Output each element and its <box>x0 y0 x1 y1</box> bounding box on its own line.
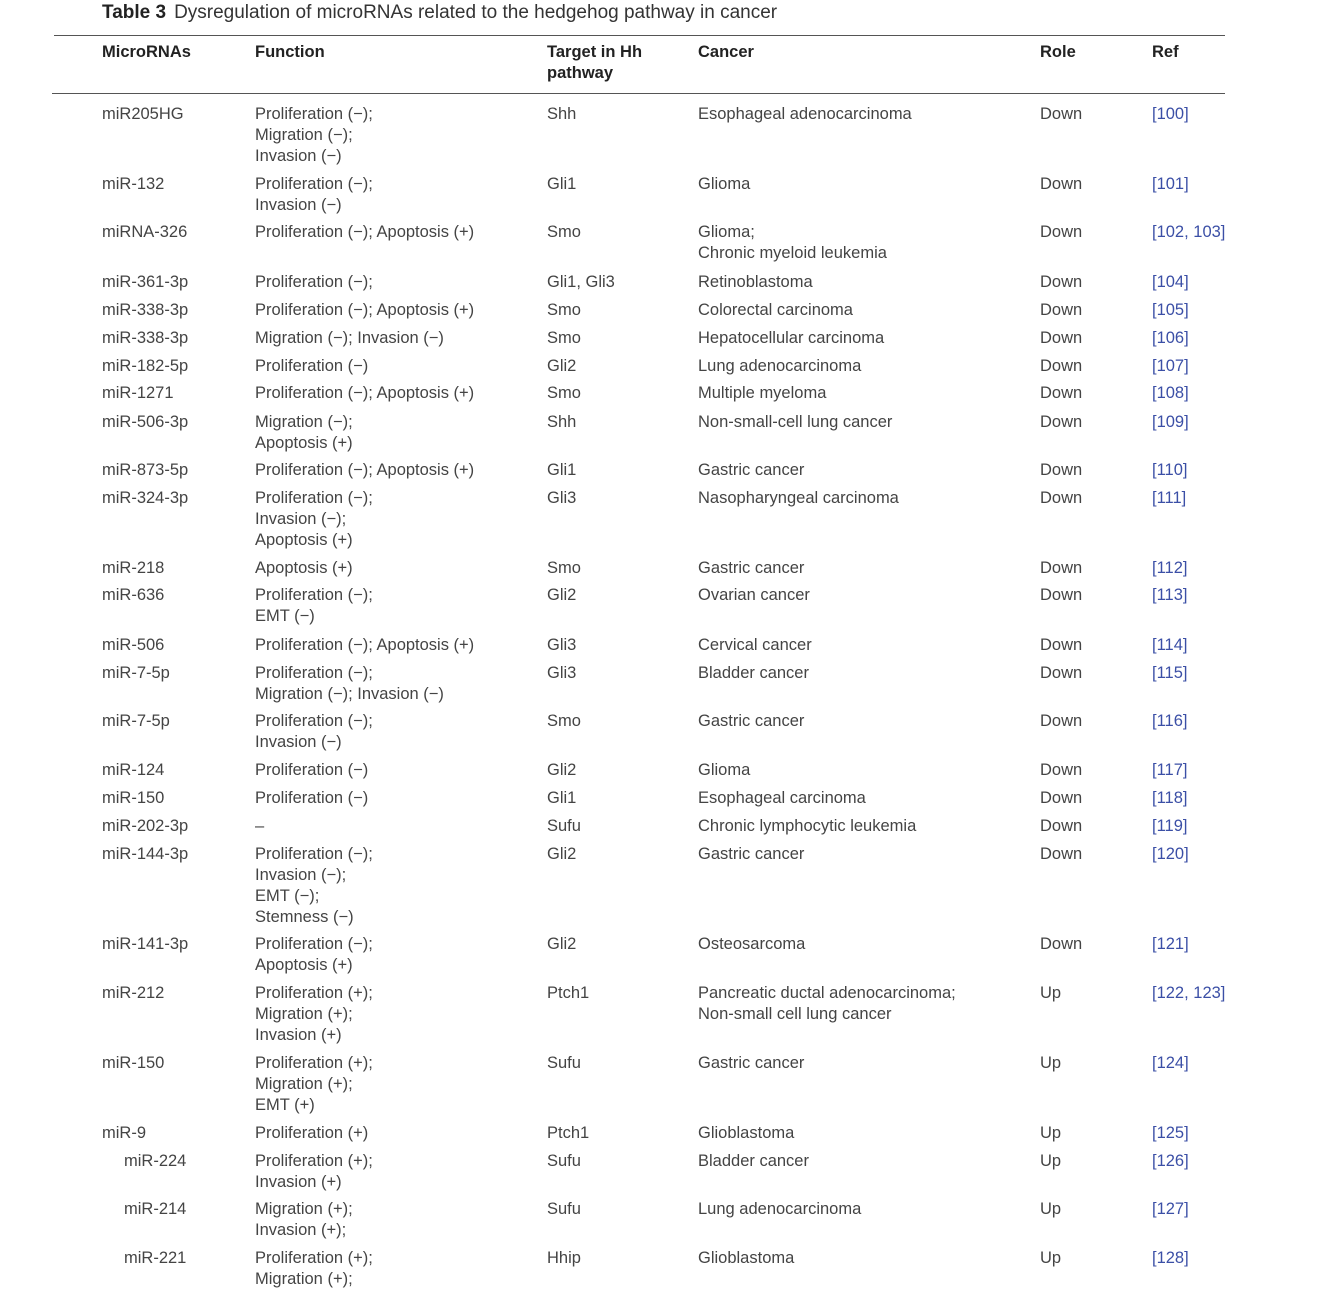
ref-cell[interactable]: [100] <box>1152 105 1189 123</box>
column-header-cancer: Cancer <box>698 43 754 61</box>
function-line: Proliferation (+); <box>255 1249 373 1267</box>
cancer-line: Glioma <box>698 175 751 193</box>
cancer-line: Esophageal adenocarcinoma <box>698 105 912 123</box>
target-cell: Ptch1 <box>547 984 590 1002</box>
function-line: Proliferation (+); <box>255 984 373 1002</box>
cancer-cell <box>698 104 912 125</box>
cancer-line: Pancreatic ductal adenocarcinoma; <box>698 984 956 1002</box>
function-line: – <box>255 817 265 835</box>
function-line: Proliferation (−); <box>255 273 373 291</box>
function-cell <box>255 356 368 377</box>
role-cell: Down <box>1040 712 1083 730</box>
mirna-cell: miR-218 <box>102 559 165 577</box>
cancer-line: Gastric cancer <box>698 559 805 577</box>
ref-cell[interactable]: [119] <box>1152 817 1188 835</box>
mirna-cell: miR-141-3p <box>102 935 189 953</box>
ref-cell[interactable]: [107] <box>1152 357 1189 375</box>
cancer-line: Glioma; <box>698 223 755 241</box>
function-line: EMT (−); <box>255 887 320 905</box>
function-cell <box>255 1199 353 1241</box>
ref-cell[interactable]: [106] <box>1152 329 1189 347</box>
mirna-cell: miR-338-3p <box>102 329 189 347</box>
cancer-cell <box>698 760 750 781</box>
cancer-cell <box>698 711 804 732</box>
target-cell: Gli1 <box>547 175 577 193</box>
mirna-cell: miR-324-3p <box>102 489 189 507</box>
mirna-cell: miR-1271 <box>102 384 174 402</box>
ref-cell[interactable]: [121] <box>1152 935 1189 953</box>
target-cell: Gli2 <box>547 586 577 604</box>
cancer-cell <box>698 460 804 481</box>
function-line: Proliferation (−) <box>255 761 369 779</box>
function-line: Apoptosis (+) <box>255 956 353 974</box>
table-label: Table 3 <box>102 2 167 23</box>
role-cell: Up <box>1040 1054 1062 1072</box>
function-line: Migration (−); <box>255 126 353 144</box>
function-line: Apoptosis (+) <box>255 434 353 452</box>
function-line: Proliferation (−); Apoptosis (+) <box>255 384 475 402</box>
mirna-cell: miR-182-5p <box>102 357 189 375</box>
role-cell: Down <box>1040 301 1083 319</box>
function-cell <box>255 816 264 837</box>
function-line: Invasion (−); <box>255 510 347 528</box>
target-cell: Smo <box>547 559 581 577</box>
cancer-cell <box>698 1123 794 1144</box>
function-cell <box>255 585 373 627</box>
role-cell: Down <box>1040 636 1083 654</box>
mirna-cell: miR-214 <box>124 1200 187 1218</box>
cancer-line: Nasopharyngeal carcinoma <box>698 489 899 507</box>
function-line: Migration (+); <box>255 1075 353 1093</box>
cancer-line: Lung adenocarcinoma <box>698 357 862 375</box>
mirna-cell: miR-150 <box>102 1054 165 1072</box>
mirna-cell: miR-506 <box>102 636 165 654</box>
ref-cell[interactable]: [122, 123] <box>1152 984 1226 1002</box>
function-line: Proliferation (−); Apoptosis (+) <box>255 223 475 241</box>
cancer-line: Non-small-cell lung cancer <box>698 413 893 431</box>
column-header-function: Function <box>255 43 325 61</box>
target-cell: Gli3 <box>547 489 577 507</box>
function-line: Invasion (+); <box>255 1221 347 1239</box>
ref-cell[interactable]: [108] <box>1152 384 1189 402</box>
function-cell <box>255 300 474 321</box>
function-line: Apoptosis (+) <box>255 559 353 577</box>
cancer-line: Bladder cancer <box>698 1152 809 1170</box>
target-cell: Hhip <box>547 1249 581 1267</box>
mirna-cell: miR-150 <box>102 789 165 807</box>
function-line: Proliferation (−); <box>255 586 373 604</box>
function-line: Migration (+); <box>255 1270 353 1288</box>
function-line: Invasion (−) <box>255 733 342 751</box>
function-line: Migration (+); <box>255 1200 353 1218</box>
role-cell: Down <box>1040 845 1083 863</box>
table-caption <box>102 2 777 24</box>
role-cell: Down <box>1040 761 1083 779</box>
cancer-cell <box>698 585 810 606</box>
column-header-target: Target in Hh pathway <box>547 43 643 82</box>
role-cell: Down <box>1040 559 1083 577</box>
ref-cell[interactable]: [109] <box>1152 413 1189 431</box>
target-cell: Gli1, Gli3 <box>547 273 615 291</box>
cancer-line: Glioblastoma <box>698 1249 795 1267</box>
cancer-cell <box>698 934 805 955</box>
mirna-cell: miR-7-5p <box>102 712 170 730</box>
ref-cell[interactable]: [124] <box>1152 1054 1189 1072</box>
ref-cell[interactable]: [101] <box>1152 175 1189 193</box>
cancer-line: Cervical cancer <box>698 636 812 654</box>
role-cell: Down <box>1040 817 1083 835</box>
role-cell: Down <box>1040 175 1083 193</box>
function-line: Proliferation (−); <box>255 489 373 507</box>
ref-cell[interactable]: [113] <box>1152 586 1188 604</box>
ref-cell[interactable]: [105] <box>1152 301 1189 319</box>
cancer-line: Glioma <box>698 761 751 779</box>
top-rule <box>54 35 1225 36</box>
function-line: EMT (−) <box>255 607 315 625</box>
role-cell: Up <box>1040 984 1062 1002</box>
cancer-line: Gastric cancer <box>698 712 805 730</box>
function-line: Proliferation (−); <box>255 935 373 953</box>
function-cell <box>255 272 373 293</box>
function-cell <box>255 328 444 349</box>
ref-cell[interactable]: [118] <box>1152 789 1188 807</box>
cancer-cell <box>698 328 884 349</box>
target-cell: Smo <box>547 301 581 319</box>
function-line: Proliferation (−); <box>255 105 373 123</box>
target-cell: Shh <box>547 413 577 431</box>
function-cell <box>255 383 474 404</box>
function-cell <box>255 760 368 781</box>
mirna-cell: miR-124 <box>102 761 165 779</box>
mirna-cell: miR-361-3p <box>102 273 189 291</box>
target-cell: Gli1 <box>547 789 577 807</box>
role-cell: Up <box>1040 1124 1062 1142</box>
target-cell: Smo <box>547 712 581 730</box>
role-cell: Down <box>1040 105 1083 123</box>
target-cell: Sufu <box>547 1054 581 1072</box>
role-cell: Down <box>1040 329 1083 347</box>
mirna-cell: miR-506-3p <box>102 413 189 431</box>
cancer-cell <box>698 844 804 865</box>
function-line: Stemness (−) <box>255 908 354 926</box>
ref-cell[interactable]: [117] <box>1152 761 1188 779</box>
function-line: Migration (−); Invasion (−) <box>255 685 444 703</box>
column-header-ref: Ref <box>1152 43 1179 61</box>
function-cell <box>255 635 474 656</box>
cancer-line: Gastric cancer <box>698 845 805 863</box>
ref-cell[interactable]: [116] <box>1152 712 1188 730</box>
cancer-cell <box>698 383 826 404</box>
cancer-cell <box>698 1248 794 1269</box>
role-cell: Up <box>1040 1200 1062 1218</box>
function-cell <box>255 1151 373 1193</box>
function-line: Proliferation (−); Apoptosis (+) <box>255 461 475 479</box>
function-line: Proliferation (+); <box>255 1054 373 1072</box>
function-line: Proliferation (−); <box>255 712 373 730</box>
mirna-cell: miR-212 <box>102 984 165 1002</box>
function-cell <box>255 663 444 705</box>
cancer-cell <box>698 488 899 509</box>
function-cell <box>255 222 474 243</box>
role-cell: Down <box>1040 789 1083 807</box>
cancer-line: Retinoblastoma <box>698 273 813 291</box>
cancer-cell <box>698 635 812 656</box>
mirna-cell: miR-224 <box>124 1152 187 1170</box>
function-line: Invasion (−) <box>255 147 342 165</box>
cancer-line: Lung adenocarcinoma <box>698 1200 862 1218</box>
role-cell: Down <box>1040 664 1083 682</box>
target-cell: Sufu <box>547 817 581 835</box>
cancer-line: Gastric cancer <box>698 461 805 479</box>
mirna-cell: miR-221 <box>124 1249 187 1267</box>
cancer-cell <box>698 356 861 377</box>
target-cell: Gli2 <box>547 935 577 953</box>
function-cell <box>255 460 474 481</box>
mirna-cell: miR-202-3p <box>102 817 189 835</box>
ref-cell[interactable]: [102, 103] <box>1152 223 1226 241</box>
cancer-line: Esophageal carcinoma <box>698 789 866 807</box>
header-rule <box>52 93 1225 94</box>
function-line: Proliferation (+) <box>255 1124 369 1142</box>
function-line: Proliferation (−) <box>255 357 369 375</box>
column-header-microrna: MicroRNAs <box>102 43 191 61</box>
target-cell: Ptch1 <box>547 1124 590 1142</box>
ref-cell[interactable]: [110] <box>1152 461 1188 479</box>
function-cell <box>255 412 353 454</box>
target-cell: Gli2 <box>547 761 577 779</box>
ref-cell[interactable]: [114] <box>1152 636 1188 654</box>
role-cell: Down <box>1040 357 1083 375</box>
mirna-cell: miR-636 <box>102 586 165 604</box>
target-cell: Gli3 <box>547 664 577 682</box>
cancer-cell <box>698 788 866 809</box>
cancer-cell <box>698 816 916 837</box>
target-cell: Gli3 <box>547 636 577 654</box>
function-cell <box>255 1123 368 1144</box>
function-cell <box>255 104 373 167</box>
function-line: Migration (−); Invasion (−) <box>255 329 444 347</box>
role-cell: Down <box>1040 273 1083 291</box>
function-line: Proliferation (−); Apoptosis (+) <box>255 301 475 319</box>
cancer-line: Multiple myeloma <box>698 384 827 402</box>
cancer-cell <box>698 222 887 264</box>
cancer-line: Chronic lymphocytic leukemia <box>698 817 917 835</box>
mirna-cell: miR-144-3p <box>102 845 189 863</box>
cancer-line: Gastric cancer <box>698 1054 805 1072</box>
ref-cell[interactable]: [127] <box>1152 1200 1189 1218</box>
cancer-line: Chronic myeloid leukemia <box>698 244 887 262</box>
function-line: Proliferation (−); <box>255 664 373 682</box>
cancer-line: Ovarian cancer <box>698 586 810 604</box>
cancer-line: Colorectal carcinoma <box>698 301 853 319</box>
table-title: Dysregulation of microRNAs related to the hedgehog pathway in cancer <box>174 2 778 23</box>
function-cell <box>255 934 373 976</box>
function-cell <box>255 983 373 1046</box>
ref-cell[interactable]: [111] <box>1152 489 1187 507</box>
ref-cell[interactable]: [120] <box>1152 845 1189 863</box>
mirna-cell: miR-132 <box>102 175 165 193</box>
cancer-line: Hepatocellular carcinoma <box>698 329 885 347</box>
ref-cell[interactable]: [125] <box>1152 1124 1189 1142</box>
target-cell: Shh <box>547 105 577 123</box>
function-cell <box>255 1053 373 1116</box>
target-cell: Gli1 <box>547 461 577 479</box>
cancer-cell <box>698 412 892 433</box>
function-cell <box>255 1248 373 1290</box>
cancer-line: Bladder cancer <box>698 664 809 682</box>
ref-cell[interactable]: [128] <box>1152 1249 1189 1267</box>
function-line: Invasion (−); <box>255 866 347 884</box>
ref-cell[interactable]: [104] <box>1152 273 1189 291</box>
cancer-cell <box>698 1151 809 1172</box>
ref-cell[interactable]: [112] <box>1152 559 1188 577</box>
target-cell: Gli2 <box>547 357 577 375</box>
role-cell: Down <box>1040 586 1083 604</box>
target-cell: Smo <box>547 223 581 241</box>
role-cell: Down <box>1040 223 1083 241</box>
cancer-cell <box>698 983 956 1025</box>
cancer-cell <box>698 174 750 195</box>
role-cell: Down <box>1040 413 1083 431</box>
function-line: Migration (+); <box>255 1005 353 1023</box>
mirna-cell: miR205HG <box>102 105 184 123</box>
function-cell <box>255 174 373 216</box>
function-line: Proliferation (−); Apoptosis (+) <box>255 636 475 654</box>
mirna-cell: miR-9 <box>102 1124 146 1142</box>
cancer-cell <box>698 558 804 579</box>
function-line: Proliferation (−); <box>255 845 373 863</box>
target-cell: Smo <box>547 384 581 402</box>
function-cell <box>255 788 368 809</box>
mirna-cell: miR-7-5p <box>102 664 170 682</box>
function-line: Migration (−); <box>255 413 353 431</box>
function-line: Invasion (−) <box>255 196 342 214</box>
cancer-cell <box>698 300 853 321</box>
cancer-cell <box>698 1199 861 1220</box>
cancer-cell <box>698 1053 804 1074</box>
mirna-cell: miR-338-3p <box>102 301 189 319</box>
target-cell: Smo <box>547 329 581 347</box>
role-cell: Down <box>1040 935 1083 953</box>
role-cell: Up <box>1040 1249 1062 1267</box>
function-line: Apoptosis (+) <box>255 531 353 549</box>
ref-cell[interactable]: [115] <box>1152 664 1188 682</box>
function-line: Proliferation (+); <box>255 1152 373 1170</box>
function-line: Invasion (+) <box>255 1173 342 1191</box>
function-line: Invasion (+) <box>255 1026 342 1044</box>
cancer-line: Glioblastoma <box>698 1124 795 1142</box>
ref-cell[interactable]: [126] <box>1152 1152 1189 1170</box>
mirna-cell: miRNA-326 <box>102 223 188 241</box>
function-line: EMT (+) <box>255 1096 315 1114</box>
target-cell: Sufu <box>547 1152 581 1170</box>
mirna-cell: miR-873-5p <box>102 461 189 479</box>
cancer-line: Osteosarcoma <box>698 935 806 953</box>
function-line: Proliferation (−) <box>255 789 369 807</box>
role-cell: Down <box>1040 461 1083 479</box>
function-line: Proliferation (−); <box>255 175 373 193</box>
role-cell: Down <box>1040 489 1083 507</box>
target-cell: Sufu <box>547 1200 581 1218</box>
function-cell <box>255 844 373 928</box>
function-cell <box>255 558 353 579</box>
role-cell: Up <box>1040 1152 1062 1170</box>
function-cell <box>255 711 373 753</box>
cancer-cell <box>698 272 813 293</box>
role-cell: Down <box>1040 384 1083 402</box>
column-header-role: Role <box>1040 43 1076 61</box>
target-cell: Gli2 <box>547 845 577 863</box>
cancer-line: Non-small cell lung cancer <box>698 1005 892 1023</box>
function-cell <box>255 488 373 551</box>
cancer-cell <box>698 663 809 684</box>
